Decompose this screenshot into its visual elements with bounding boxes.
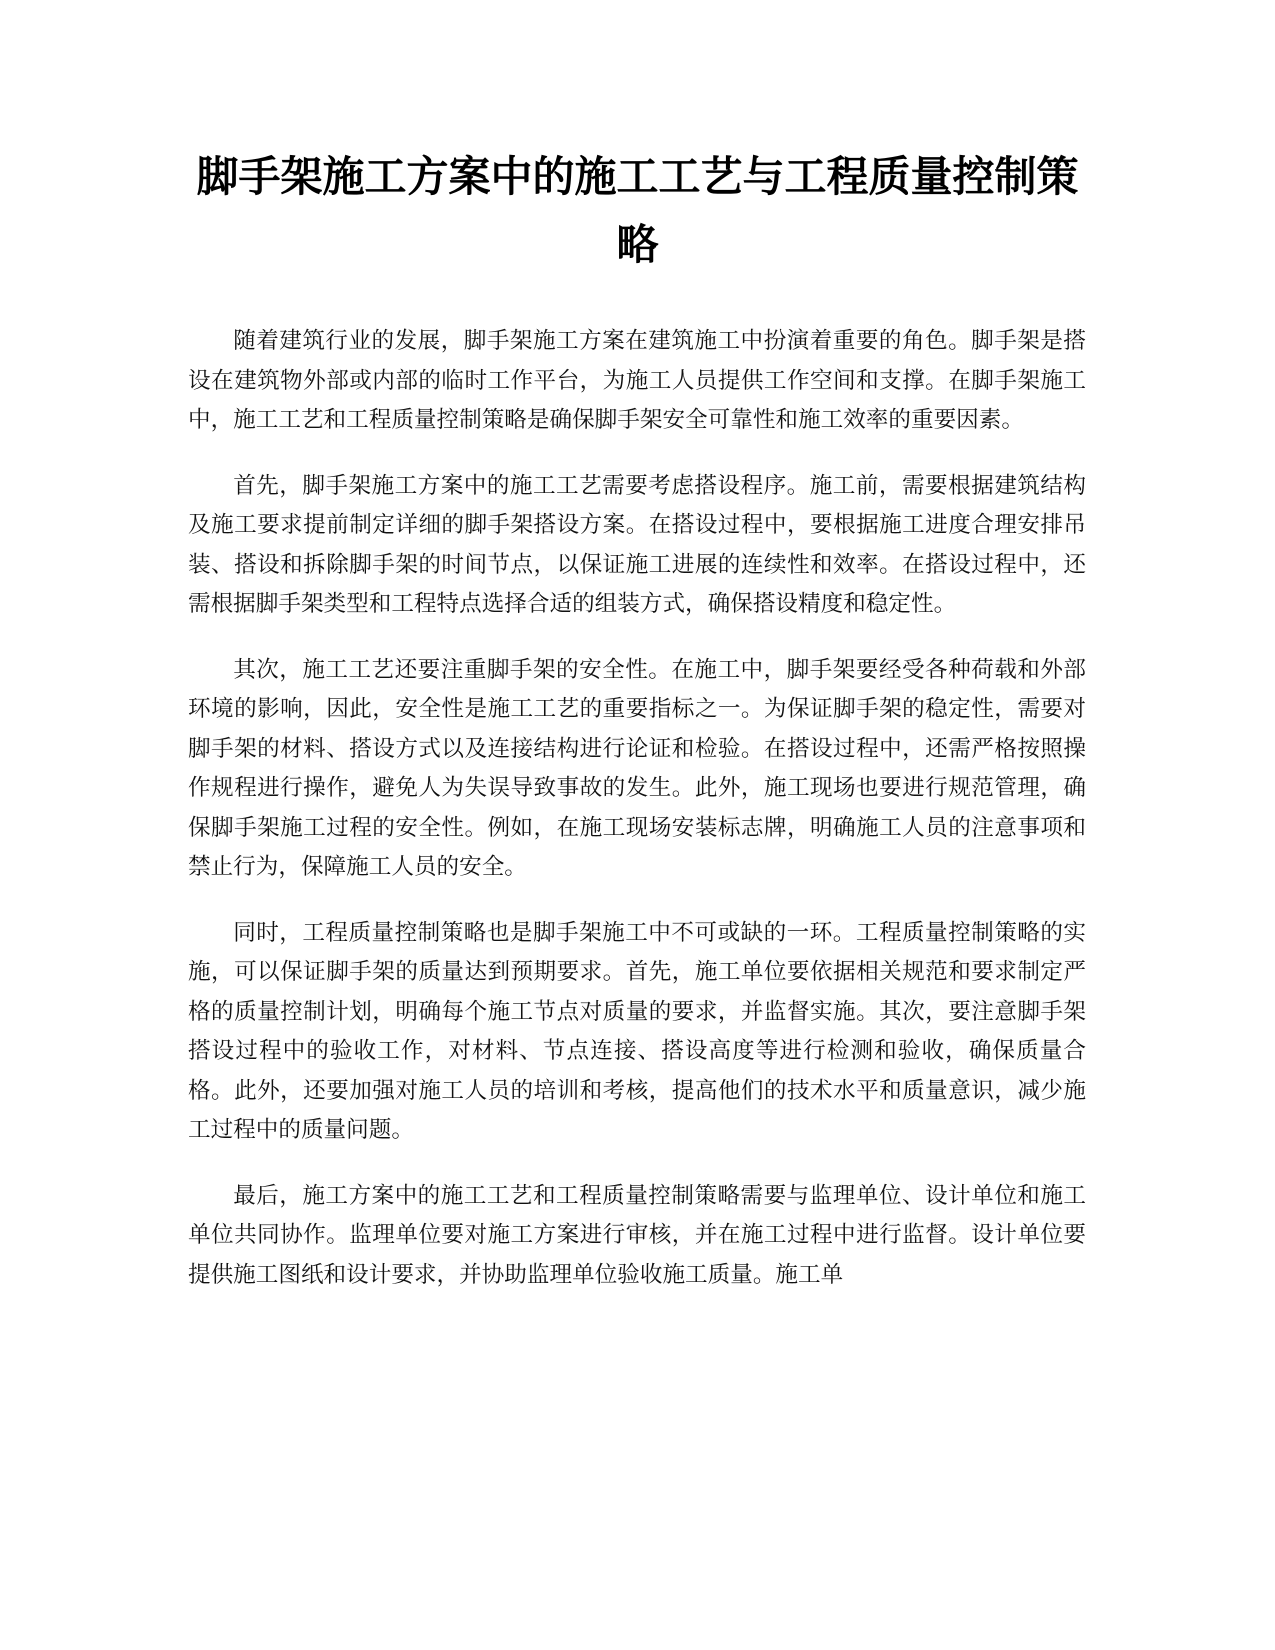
- paragraph-2: 首先，脚手架施工方案中的施工工艺需要考虑搭设程序。施工前，需要根据建筑结构及施工要求提前制定详细的脚手架搭设方案。在搭设过程中，要根据施工进度合理安排吊装、搭设和拆除脚手架的时间节点，以保证施工进展的连续性和效率。在搭设过程中，还需根据脚手架类型和工程特点选择合适的组装方式，确保搭设精度和稳定性。: [188, 472, 1086, 617]
- paragraph-4: 同时，工程质量控制策略也是脚手架施工中不可或缺的一环。工程质量控制策略的实施，可以保证脚手架的质量达到预期要求。首先，施工单位要依据相关规范和要求制定严格的质量控制计划，明确每个施工节点对质量的要求，并监督实施。其次，要注意脚手架搭设过程中的验收工作，对材料、节点连接、搭设高度等进行检测和验收，确保质量合格。此外，还要加强对施工人员的培训和考核，提高他们的技术水平和质量意识，减少施工过程中的质量问题。: [188, 919, 1086, 1143]
- document-body: [188, 322, 1086, 1321]
- paragraph-3: 其次，施工工艺还要注重脚手架的安全性。在施工中，脚手架要经受各种荷载和外部环境的影响，因此，安全性是施工工艺的重要指标之一。为保证脚手架的稳定性，需要对脚手架的材料、搭设方式以及连接结构进行论证和检验。在搭设过程中，还需严格按照操作规程进行操作，避免人为失误导致事故的发生。此外，施工现场也要进行规范管理，确保脚手架施工过程的安全性。例如，在施工现场安装标志牌，明确施工人员的注意事项和禁止行为，保障施工人员的安全。: [188, 656, 1086, 880]
- document-title: 脚手架施工方案中的施工工艺与工程质量控制策略: [196, 152, 1079, 269]
- paragraph-5: 最后，施工方案中的施工工艺和工程质量控制策略需要与监理单位、设计单位和施工单位共同协作。监理单位要对施工方案进行审核，并在施工过程中进行监督。设计单位要提供施工图纸和设计要求，并协助监理单位验收施工质量。施工单: [188, 1182, 1086, 1288]
- paragraph-1: 随着建筑行业的发展，脚手架施工方案在建筑施工中扮演着重要的角色。脚手架是搭设在建筑物外部或内部的临时工作平台，为施工人员提供工作空间和支撑。在脚手架施工中，施工工艺和工程质量控制策略是确保脚手架安全可靠性和施工效率的重要因素。: [188, 328, 1086, 433]
